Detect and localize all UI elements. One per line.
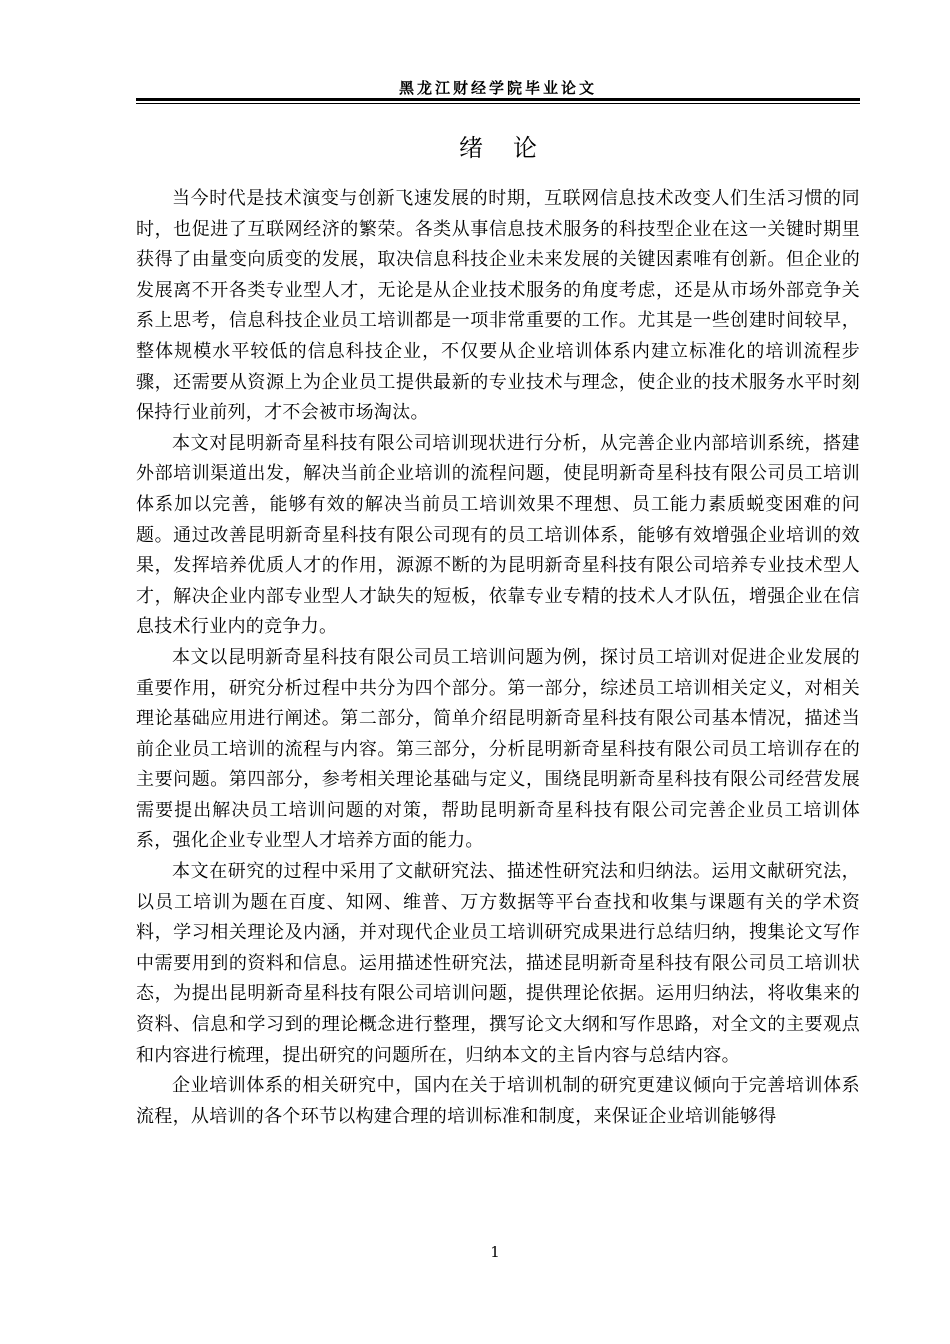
body-text bbox=[136, 184, 860, 1132]
header-rule-thick bbox=[136, 98, 860, 101]
paragraph-2: 本文对昆明新奇星科技有限公司培训现状进行分析，从完善企业内部培训系统，搭建外部培训渠道出发，解决当前企业培训的流程问题，使昆明新奇星科技有限公司员工培训体系加以完善，能够有效的解决当前员工培训效果不理想、员工能力素质蜕变困难的问题。通过改善昆明新奇星科技有限公司现有的员工培训体系，能够有效增强企业培训的效果，发挥培养优质人才的作用，源源不断的为昆明新奇星科技有限公司培养专业技术型人才，解决企业内部专业型人才缺失的短板，依靠专业专精的技术人才队伍，增强企业在信息技术行业内的竞争力。 bbox=[136, 432, 860, 638]
paragraph-5: 企业培训体系的相关研究中，国内在关于培训机制的研究更建议倾向于完善培训体系流程，从培训的各个环节以构建合理的培训标准和制度，来保证企业培训能够得 bbox=[136, 1075, 860, 1127]
paragraph-3: 本文以昆明新奇星科技有限公司员工培训问题为例，探讨员工培训对促进企业发展的重要作用，研究分析过程中共分为四个部分。第一部分，综述员工培训相关定义，对相关理论基础应用进行阐述。第二部分，简单介绍昆明新奇星科技有限公司基本情况，描述当前企业员工培训的流程与内容。第三部分，分析昆明新奇星科技有限公司员工培训存在的主要问题。第四部分，参考相关理论基础与定义，围绕昆明新奇星科技有限公司经营发展需要提出解决员工培训问题的对策，帮助昆明新奇星科技有限公司完善企业员工培训体系，强化企业专业型人才培养方面的能力。 bbox=[136, 646, 860, 852]
paragraph-1: 当今时代是技术演变与创新飞速发展的时期，互联网信息技术改变人们生活习惯的同时，也促进了互联网经济的繁荣。各类从事信息技术服务的科技型企业在这一关键时期里获得了由量变向质变的发展，取决信息科技企业未来发展的关键因素唯有创新。但企业的发展离不开各类专业型人才，无论是从企业技术服务的角度考虑，还是从市场外部竞争关系上思考，信息科技企业员工培训都是一项非常重要的工作。尤其是一些创建时间较早，整体规模水平较低的信息科技企业，不仅要从企业培训体系内建立标准化的培训流程步骤，还需要从资源上为企业员工提供最新的专业技术与理念，使企业的技术服务水平时刻保持行业前列，才不会被市场淘汰。 bbox=[136, 188, 860, 424]
header-rule-thin bbox=[136, 103, 860, 104]
page-number: 1 bbox=[490, 1243, 500, 1261]
chapter-title: 绪论 bbox=[459, 134, 567, 162]
paragraph-4: 本文在研究的过程中采用了文献研究法、描述性研究法和归纳法。运用文献研究法，以员工培训为题在百度、知网、维普、万方数据等平台查找和收集与课题有关的学术资料，学习相关理论及内涵，并对现代企业员工培训研究成果进行总结归纳，搜集论文写作中需要用到的资料和信息。运用描述性研究法，描述昆明新奇星科技有限公司员工培训状态，为提出昆明新奇星科技有限公司培训问题，提供理论依据。运用归纳法，将收集来的资料、信息和学习到的理论概念进行整理，撰写论文大纲和写作思路，对全文的主要观点和内容进行梳理，提出研究的问题所在，归纳本文的主旨内容与总结内容。 bbox=[136, 861, 860, 1066]
running-header: 黑龙江财经学院毕业论文 bbox=[398, 79, 597, 97]
